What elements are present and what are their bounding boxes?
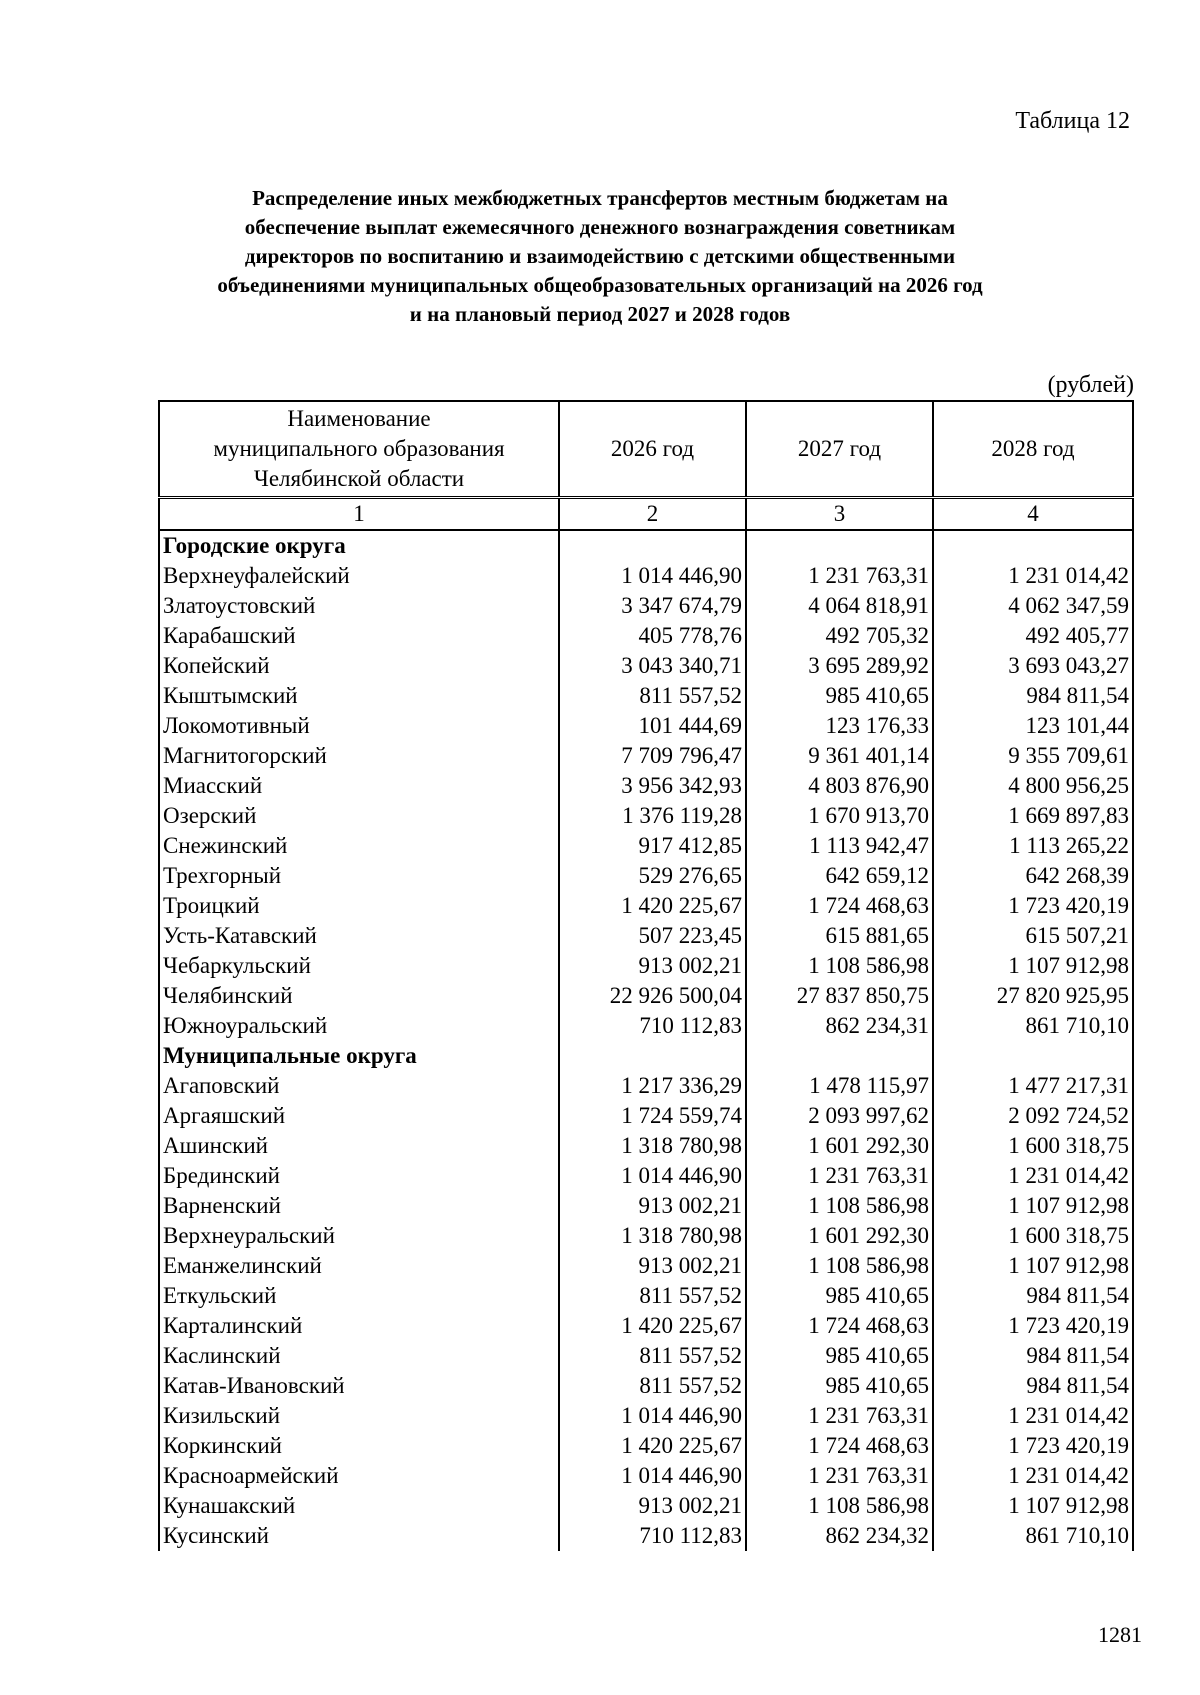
- value-2027: 985 410,65: [746, 1341, 933, 1371]
- municipality-name: Катав-Ивановский: [159, 1371, 559, 1401]
- table-row: [159, 591, 1133, 621]
- header-2026: 2026 год: [559, 401, 746, 498]
- document-title: [150, 184, 1050, 329]
- municipality-name: Чебаркульский: [159, 951, 559, 981]
- value-2026: 913 002,21: [559, 1191, 746, 1221]
- header-2028: 2028 год: [933, 401, 1133, 498]
- municipality-name: Копейский: [159, 651, 559, 681]
- header-name-line: Челябинской области: [253, 466, 465, 491]
- value-2027: 1 601 292,30: [746, 1221, 933, 1251]
- header-name-line: муниципального образования: [213, 436, 505, 461]
- municipality-name: Локомотивный: [159, 711, 559, 741]
- value-2027: 985 410,65: [746, 681, 933, 711]
- table-row: [159, 1251, 1133, 1281]
- value-2026: 913 002,21: [559, 951, 746, 981]
- table-row: [159, 1221, 1133, 1251]
- value-2027: 1 724 468,63: [746, 1431, 933, 1461]
- value-2027: 862 234,31: [746, 1011, 933, 1041]
- value-2028: 1 231 014,42: [933, 561, 1133, 591]
- municipality-name: Златоустовский: [159, 591, 559, 621]
- municipality-name: Еманжелинский: [159, 1251, 559, 1281]
- value-2028: 984 811,54: [933, 1281, 1133, 1311]
- title-line: Распределение иных межбюджетных трансфертов местным бюджетам на: [252, 186, 948, 210]
- table-row: [159, 1491, 1133, 1521]
- value-2026: 529 276,65: [559, 861, 746, 891]
- municipality-name: Миасский: [159, 771, 559, 801]
- table-row: [159, 1431, 1133, 1461]
- value-2028: 123 101,44: [933, 711, 1133, 741]
- value-2028: 1 231 014,42: [933, 1161, 1133, 1191]
- table-row: [159, 651, 1133, 681]
- value-2027: 862 234,32: [746, 1521, 933, 1551]
- value-2026: 1 014 446,90: [559, 1461, 746, 1491]
- value-2026: 22 926 500,04: [559, 981, 746, 1011]
- municipality-name: Кыштымский: [159, 681, 559, 711]
- value-2027: 1 108 586,98: [746, 1251, 933, 1281]
- value-2028: 3 693 043,27: [933, 651, 1133, 681]
- value-2027: 27 837 850,75: [746, 981, 933, 1011]
- column-number: 4: [933, 498, 1133, 531]
- value-2027: 1 108 586,98: [746, 1491, 933, 1521]
- value-2026: 913 002,21: [559, 1251, 746, 1281]
- municipality-name: Усть-Катавский: [159, 921, 559, 951]
- value-2027: 9 361 401,14: [746, 741, 933, 771]
- column-number-row: [159, 498, 1133, 531]
- municipality-name: Ашинский: [159, 1131, 559, 1161]
- municipality-name: Озерский: [159, 801, 559, 831]
- table-row: [159, 801, 1133, 831]
- group-name: Городские округа: [159, 530, 559, 561]
- value-2028: 2 092 724,52: [933, 1101, 1133, 1131]
- municipality-name: Коркинский: [159, 1431, 559, 1461]
- value-2026: 811 557,52: [559, 1341, 746, 1371]
- municipality-name: Троицкий: [159, 891, 559, 921]
- table-row: [159, 1161, 1133, 1191]
- value-2028: 1 477 217,31: [933, 1071, 1133, 1101]
- value-2027: 2 093 997,62: [746, 1101, 933, 1131]
- value-2027: 4 064 818,91: [746, 591, 933, 621]
- value-2028: 492 405,77: [933, 621, 1133, 651]
- value-2028: 1 723 420,19: [933, 891, 1133, 921]
- value-2027: 1 108 586,98: [746, 951, 933, 981]
- value-2026: 811 557,52: [559, 1371, 746, 1401]
- municipality-name: Кусинский: [159, 1521, 559, 1551]
- table-row: [159, 561, 1133, 591]
- value-2027: 1 601 292,30: [746, 1131, 933, 1161]
- value-2027: 1 108 586,98: [746, 1191, 933, 1221]
- table-row: [159, 1071, 1133, 1101]
- column-number: 3: [746, 498, 933, 531]
- municipality-name: Аргаяшский: [159, 1101, 559, 1131]
- value-2028: 861 710,10: [933, 1521, 1133, 1551]
- table-row: [159, 1011, 1133, 1041]
- value-2027: 1 670 913,70: [746, 801, 933, 831]
- table-label: Таблица 12: [1015, 108, 1130, 134]
- group-header-row: [159, 530, 1133, 561]
- table-row: [159, 831, 1133, 861]
- municipality-name: Снежинский: [159, 831, 559, 861]
- value-2027: 4 803 876,90: [746, 771, 933, 801]
- table-row: [159, 1311, 1133, 1341]
- value-2028: 1 600 318,75: [933, 1131, 1133, 1161]
- value-2028: 861 710,10: [933, 1011, 1133, 1041]
- value-2026: [559, 530, 746, 561]
- value-2026: 3 043 340,71: [559, 651, 746, 681]
- value-2027: 985 410,65: [746, 1281, 933, 1311]
- municipality-name: Еткульский: [159, 1281, 559, 1311]
- table-row: [159, 1371, 1133, 1401]
- value-2026: 405 778,76: [559, 621, 746, 651]
- value-2026: 913 002,21: [559, 1491, 746, 1521]
- municipality-name: Верхнеуфалейский: [159, 561, 559, 591]
- municipality-name: Красноармейский: [159, 1461, 559, 1491]
- municipality-name: Карталинский: [159, 1311, 559, 1341]
- value-2028: 1 231 014,42: [933, 1461, 1133, 1491]
- municipality-name: Верхнеуральский: [159, 1221, 559, 1251]
- group-name: Муниципальные округа: [159, 1041, 559, 1071]
- value-2027: 1 724 468,63: [746, 891, 933, 921]
- table-row: [159, 771, 1133, 801]
- value-2028: 4 062 347,59: [933, 591, 1133, 621]
- value-2026: 101 444,69: [559, 711, 746, 741]
- table-row: [159, 681, 1133, 711]
- value-2028: 1 113 265,22: [933, 831, 1133, 861]
- value-2027: 1 231 763,31: [746, 1461, 933, 1491]
- municipality-name: Кунашакский: [159, 1491, 559, 1521]
- value-2027: 492 705,32: [746, 621, 933, 651]
- value-2027: 123 176,33: [746, 711, 933, 741]
- value-2028: 1 231 014,42: [933, 1401, 1133, 1431]
- table-row: [159, 1101, 1133, 1131]
- value-2026: 1 376 119,28: [559, 801, 746, 831]
- value-2026: 3 347 674,79: [559, 591, 746, 621]
- value-2026: 1 318 780,98: [559, 1221, 746, 1251]
- municipality-name: Варненский: [159, 1191, 559, 1221]
- value-2026: 1 014 446,90: [559, 1161, 746, 1191]
- value-2028: 615 507,21: [933, 921, 1133, 951]
- table-row: [159, 1191, 1133, 1221]
- value-2027: 1 113 942,47: [746, 831, 933, 861]
- table-row: [159, 921, 1133, 951]
- value-2026: 7 709 796,47: [559, 741, 746, 771]
- value-2026: 507 223,45: [559, 921, 746, 951]
- value-2028: [933, 530, 1133, 561]
- value-2028: 1 600 318,75: [933, 1221, 1133, 1251]
- title-line: обеспечение выплат ежемесячного денежного вознаграждения советникам: [244, 215, 956, 239]
- value-2028: 1 107 912,98: [933, 1191, 1133, 1221]
- value-2028: 642 268,39: [933, 861, 1133, 891]
- municipality-name: Агаповский: [159, 1071, 559, 1101]
- value-2026: 1 014 446,90: [559, 1401, 746, 1431]
- value-2026: 1 420 225,67: [559, 891, 746, 921]
- page-number: 1281: [1098, 1622, 1142, 1647]
- value-2028: 1 107 912,98: [933, 1251, 1133, 1281]
- table-row: [159, 621, 1133, 651]
- value-2026: 811 557,52: [559, 1281, 746, 1311]
- value-2026: 1 217 336,29: [559, 1071, 746, 1101]
- table-row: [159, 861, 1133, 891]
- header-2027: 2027 год: [746, 401, 933, 498]
- group-header-row: [159, 1041, 1133, 1071]
- value-2028: 4 800 956,25: [933, 771, 1133, 801]
- value-2026: 1 420 225,67: [559, 1431, 746, 1461]
- transfers-table: [158, 400, 1134, 1551]
- value-2027: 3 695 289,92: [746, 651, 933, 681]
- title-line: директоров по воспитанию и взаимодействию с детскими общественными: [244, 244, 956, 268]
- municipality-name: Трехгорный: [159, 861, 559, 891]
- header-name: [159, 401, 559, 498]
- value-2028: 1 107 912,98: [933, 951, 1133, 981]
- value-2026: 710 112,83: [559, 1521, 746, 1551]
- value-2028: 984 811,54: [933, 1341, 1133, 1371]
- units-label: (рублей): [1047, 372, 1134, 398]
- table-row: [159, 981, 1133, 1011]
- municipality-name: Южноуральский: [159, 1011, 559, 1041]
- municipality-name: Кизильский: [159, 1401, 559, 1431]
- table-row: [159, 951, 1133, 981]
- table-row: [159, 1461, 1133, 1491]
- value-2026: 1 724 559,74: [559, 1101, 746, 1131]
- value-2028: 9 355 709,61: [933, 741, 1133, 771]
- value-2026: 1 014 446,90: [559, 561, 746, 591]
- header-name-line: Наименование: [287, 406, 431, 431]
- value-2026: 1 318 780,98: [559, 1131, 746, 1161]
- value-2026: 811 557,52: [559, 681, 746, 711]
- value-2026: 3 956 342,93: [559, 771, 746, 801]
- municipality-name: Магнитогорский: [159, 741, 559, 771]
- municipality-name: Челябинский: [159, 981, 559, 1011]
- value-2026: 710 112,83: [559, 1011, 746, 1041]
- column-number: 2: [559, 498, 746, 531]
- value-2027: 615 881,65: [746, 921, 933, 951]
- municipality-name: Каслинский: [159, 1341, 559, 1371]
- value-2027: 642 659,12: [746, 861, 933, 891]
- value-2027: [746, 530, 933, 561]
- value-2027: 1 231 763,31: [746, 1401, 933, 1431]
- value-2027: 1 478 115,97: [746, 1071, 933, 1101]
- value-2028: 27 820 925,95: [933, 981, 1133, 1011]
- value-2028: 984 811,54: [933, 1371, 1133, 1401]
- value-2028: 1 723 420,19: [933, 1431, 1133, 1461]
- table-row: [159, 1401, 1133, 1431]
- value-2027: [746, 1041, 933, 1071]
- table-row: [159, 891, 1133, 921]
- value-2028: 1 107 912,98: [933, 1491, 1133, 1521]
- title-line: и на плановый период 2027 и 2028 годов: [409, 302, 791, 326]
- table-row: [159, 1281, 1133, 1311]
- table-body: [159, 530, 1133, 1551]
- value-2028: [933, 1041, 1133, 1071]
- municipality-name: Брединский: [159, 1161, 559, 1191]
- value-2026: 1 420 225,67: [559, 1311, 746, 1341]
- header-row: [159, 401, 1133, 498]
- value-2028: 1 669 897,83: [933, 801, 1133, 831]
- table-row: [159, 1131, 1133, 1161]
- table-row: [159, 1521, 1133, 1551]
- value-2027: 1 231 763,31: [746, 1161, 933, 1191]
- value-2027: 1 231 763,31: [746, 561, 933, 591]
- value-2028: 1 723 420,19: [933, 1311, 1133, 1341]
- value-2028: 984 811,54: [933, 681, 1133, 711]
- column-number: 1: [159, 498, 559, 531]
- value-2026: [559, 1041, 746, 1071]
- value-2026: 917 412,85: [559, 831, 746, 861]
- municipality-name: Карабашский: [159, 621, 559, 651]
- value-2027: 985 410,65: [746, 1371, 933, 1401]
- title-line: объединениями муниципальных общеобразовательных организаций на 2026 год: [217, 273, 983, 297]
- value-2027: 1 724 468,63: [746, 1311, 933, 1341]
- table-row: [159, 711, 1133, 741]
- table-row: [159, 741, 1133, 771]
- table-row: [159, 1341, 1133, 1371]
